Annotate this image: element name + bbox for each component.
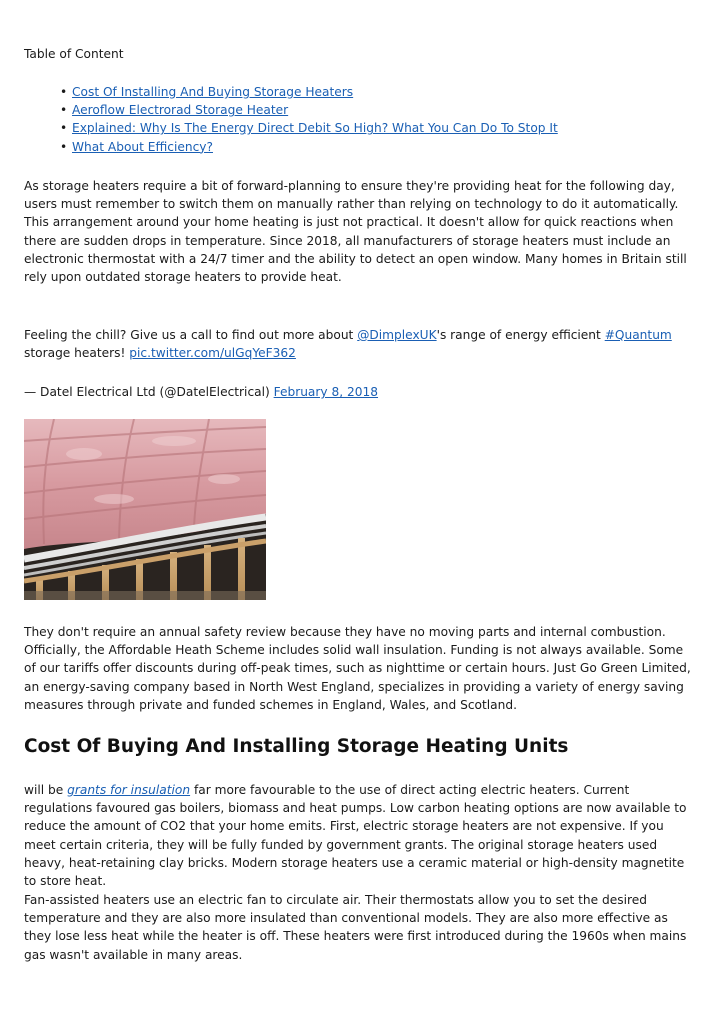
toc-link-cost[interactable]: Cost Of Installing And Buying Storage Heaters	[72, 85, 354, 99]
section-heading: Cost Of Buying And Installing Storage Heating Units	[24, 736, 569, 757]
table-of-contents	[60, 83, 558, 156]
toc-link-explained[interactable]: Explained: Why Is The Energy Direct Debit So High? What You Can Do To Stop It	[72, 121, 558, 136]
insulation-photo	[24, 419, 266, 600]
toc-item	[60, 83, 558, 101]
tweet-mention-link[interactable]: @DimplexUK	[357, 328, 437, 342]
toc-item	[60, 101, 558, 119]
tweet-text: 's range of energy efficient	[436, 328, 605, 342]
toc-link-aeroflow[interactable]: Aeroflow Electrorad Storage Heater	[72, 103, 289, 118]
paragraph-intro: As storage heaters require a bit of forward-planning to ensure they're providing heat for the following day, users must remember to switch them on manually rather than relying on technology to do it automatically. This arrangement around your home heating is just not practical. It doesn't allow for quick reactions when there are sudden drops in temperature. Since 2018, all manufacturers of storage heaters must include an electronic thermostat with a 24/7 timer and the ability to detect an open window. Many homes in Britain still rely upon outdated storage heaters to provide heat.	[24, 179, 687, 285]
toc-item	[60, 119, 558, 137]
paragraph-fan-assisted: Fan-assisted heaters use an electric fan to circulate air. Their thermostats allow you to set the desired temperature and they are also more insulated than conventional models. They are also more effective as they lose less heat while the heater is off. These heaters were first introduced during the 1960s when mains gas wasn't available in many areas.	[24, 893, 687, 962]
tweet-text: storage heaters!	[24, 346, 130, 361]
paragraph-grants	[24, 781, 696, 890]
toc-link-efficiency[interactable]: What About Efficiency?	[72, 139, 213, 154]
paragraph-rest: far more favourable to the use of direct acting electric heaters. Current regulations favoured gas boilers, biomass and heat pumps. Low carbon heating options are now available to reduce the amount of CO2 that your home emits. First, electric storage heaters are not expensive. If you meet certain criteria, they will be fully funded by government grants. The original storage heaters used heavy, heat-retaining clay bricks. Modern storage heaters use a ceramic material or high-density magnetite to store heat.	[24, 783, 687, 889]
tweet-date-link[interactable]: February 8, 2018	[273, 385, 379, 399]
embedded-tweet	[24, 326, 696, 362]
grants-link[interactable]	[67, 783, 190, 797]
paragraph-safety: They don't require an annual safety review because they have no moving parts and internal combustion. Officially, the Affordable Heath Scheme includes solid wall insulation. Funding is not always available. Some of our tariffs offer discounts during off-peak times, such as nighttime or certain hours. Just Go Green Limited, an energy-saving company based in North West England, specializes in providing a variety of energy saving measures through private and funded schemes in England, Wales, and Scotland.	[24, 625, 691, 712]
tweet-author: — Datel Electrical Ltd (@DatelElectrical)	[24, 385, 274, 399]
toc-title: Table of Content	[24, 47, 124, 61]
tweet-pic-link[interactable]: pic.twitter.com/ulGqYeF362	[129, 346, 296, 361]
grants-link-text: grants for insulation	[67, 783, 191, 797]
toc-item	[60, 138, 558, 156]
tweet-hashtag-link[interactable]: #Quantum	[604, 328, 672, 342]
tweet-text: Feeling the chill? Give us a call to find out more about	[24, 328, 358, 342]
paragraph-lead: will be	[24, 783, 68, 797]
tweet-attribution	[24, 383, 696, 401]
